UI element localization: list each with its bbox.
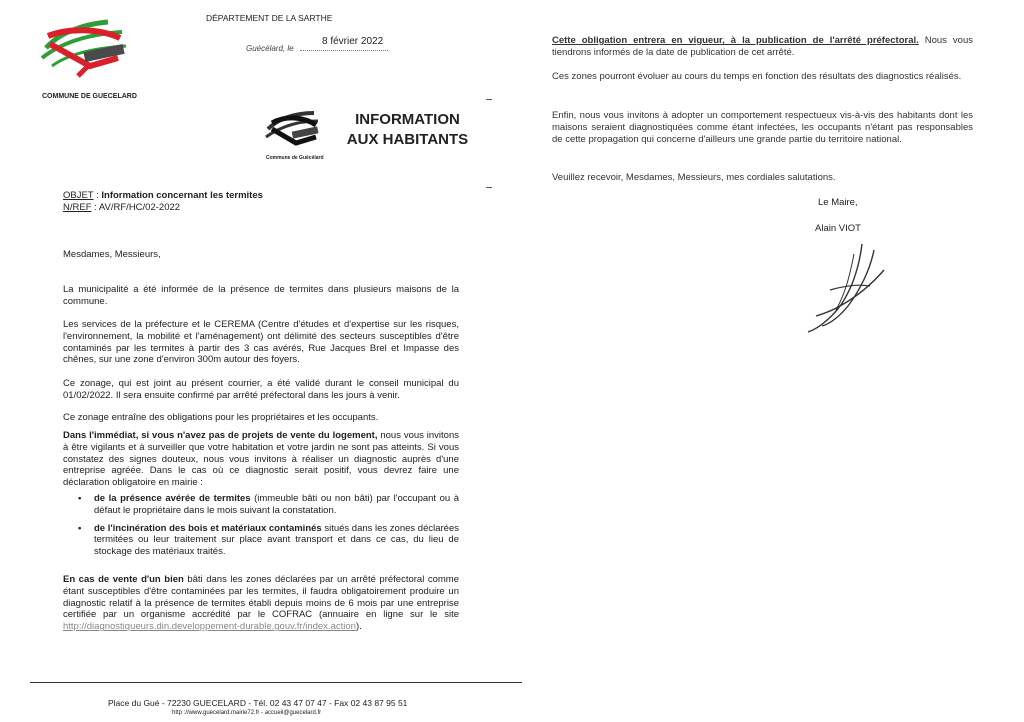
commune-small-label: Commune de Guécélard xyxy=(266,155,324,161)
paragraph-6-bold: En cas de vente d'un bien xyxy=(63,574,184,585)
ref-label: N/REF xyxy=(63,202,92,213)
bullet-1-bold: de la présence avérée de termites xyxy=(94,493,251,504)
salutation: Mesdames, Messieurs, xyxy=(63,249,161,260)
bullet-2-rest: situés dans les zones déclarées termitées ou leur traitement sur place avant transport et dans ce cas, du lieu de stockage des matériaux traités. xyxy=(94,522,459,558)
commune-logo xyxy=(38,14,130,84)
bullet-2-bold: de l'incinération des bois et matériaux contaminés xyxy=(94,522,322,534)
paragraph-6-end: ). xyxy=(355,621,362,633)
right-paragraph-4: Veuillez recevoir, Mesdames, Messieurs, mes cordiales salutations. xyxy=(552,172,836,183)
right-paragraph-1 xyxy=(552,35,973,59)
ref-value: AV/RF/HC/02-2022 xyxy=(98,202,181,213)
paragraph-3: Ce zonage, qui est joint au présent courrier, a été validé durant le conseil municipal du 01/02/2022. Il sera ensuite confirmé par arrêté préfectoral dans les jours à venir. xyxy=(63,378,459,401)
footer-divider xyxy=(30,682,522,683)
paragraph-5-bold: Dans l'immédiat, si vous n'avez pas de projets de vente du logement, xyxy=(63,430,378,441)
fold-mark xyxy=(486,187,492,188)
objet-value: Information concernant les termites xyxy=(101,190,263,201)
list-item xyxy=(78,523,459,558)
cofrac-directory-link[interactable]: http://diagnostiqueurs.din.developpement-durable.gouv.fr/index.action xyxy=(63,621,356,633)
signature-image xyxy=(800,240,890,335)
mayor-name: Alain VIOT xyxy=(815,223,861,234)
date-dotted-line xyxy=(300,50,388,51)
info-title-line1: INFORMATION xyxy=(355,111,460,128)
info-title xyxy=(345,110,470,150)
footer-contact: http ://www.guecelard.mairie72.fr - accueil@guecelard.fr xyxy=(172,710,322,716)
paragraph-2: Les services de la préfecture et le CEREMA (Centre d'études et d'expertise sur les risques, l'environnement, la mobilité et l'aménagement) ont délimité des secteurs susceptibles d'être contaminés par les termites à partir des 3 cas avérés, Rue Jacques Brel et Impasse des chênes, sur une zone d'environ 300m autour des foyers. xyxy=(63,319,459,366)
right-paragraph-2: Ces zones pourront évoluer au cours du temps en fonction des résultats des diagnostics réalisés. xyxy=(552,71,962,82)
paragraph-5-rest: nous vous invitons à être vigilants et à surveiller que votre habitation et votre jardin ne sont pas atteints. Si vous constatez des signes douteux, nous vous invitons à réaliser un diagnostic auprès d'une entreprise agréée. Dans le cas où ce diagnostic serait positif, vous devrez faire une déclaration obligatoire en mairie : xyxy=(63,430,459,489)
bullet-1-rest: (immeuble bâti ou non bâti) par l'occupant ou à défaut le propriétaire dans le mois suivant la constatation. xyxy=(94,493,459,516)
objet-label: OBJET xyxy=(63,190,94,201)
subject-block: OBJET : Information concernant les termites N/REF : AV/RF/HC/02-2022 xyxy=(63,190,263,213)
commune-label: COMMUNE DE GUECELARD xyxy=(42,93,137,100)
fold-mark xyxy=(486,99,492,100)
footer-address: Place du Gué - 72230 GUECELARD - Tél. 02 43 47 07 47 - Fax 02 43 87 95 51 xyxy=(108,698,408,708)
city-prefix: Guécélard, le xyxy=(246,44,294,53)
commune-logo-small xyxy=(262,107,322,152)
letter-date: 8 février 2022 xyxy=(322,36,384,47)
right-paragraph-3: Enfin, nous vous invitons à adopter un comportement respectueux vis-à-vis des habitants dont les maisons seraient diagnostiquées comme étant infectées, les occupants n'étant pas responsables de cette propagation qui concerne d'ailleurs une grande partie du territoire national. xyxy=(552,110,973,145)
obligations-list xyxy=(78,493,459,564)
list-item xyxy=(78,493,459,517)
paragraph-4: Ce zonage entraîne des obligations pour les propriétaires et les occupants. xyxy=(63,412,379,423)
right-paragraph-1-rest: Nous vous tiendrons informés de la date de publication de cet arrêté. xyxy=(552,35,973,58)
paragraph-5 xyxy=(63,430,459,489)
paragraph-6-rest: bâti dans les zones déclarées par un arrêté préfectoral comme étant susceptibles d'être contaminées par les termites, il faudra obligatoirement produire un diagnostic relatif à la présence de termites établi depuis moins de 6 mois par une entreprise certifiée par un organisme accrédité par le COFRAC (annuaire en ligne sur le site xyxy=(63,574,459,621)
department-label: DÉPARTEMENT DE LA SARTHE xyxy=(206,13,333,23)
right-paragraph-1-underline: Cette obligation entrera en vigueur, à la publication de l'arrêté préfectoral. xyxy=(552,35,919,46)
paragraph-6 xyxy=(63,574,459,633)
closing-title: Le Maire, xyxy=(818,197,858,208)
paragraph-1: La municipalité a été informée de la présence de termites dans plusieurs maisons de la commune. xyxy=(63,284,459,307)
info-title-line2: AUX HABITANTS xyxy=(346,131,469,148)
